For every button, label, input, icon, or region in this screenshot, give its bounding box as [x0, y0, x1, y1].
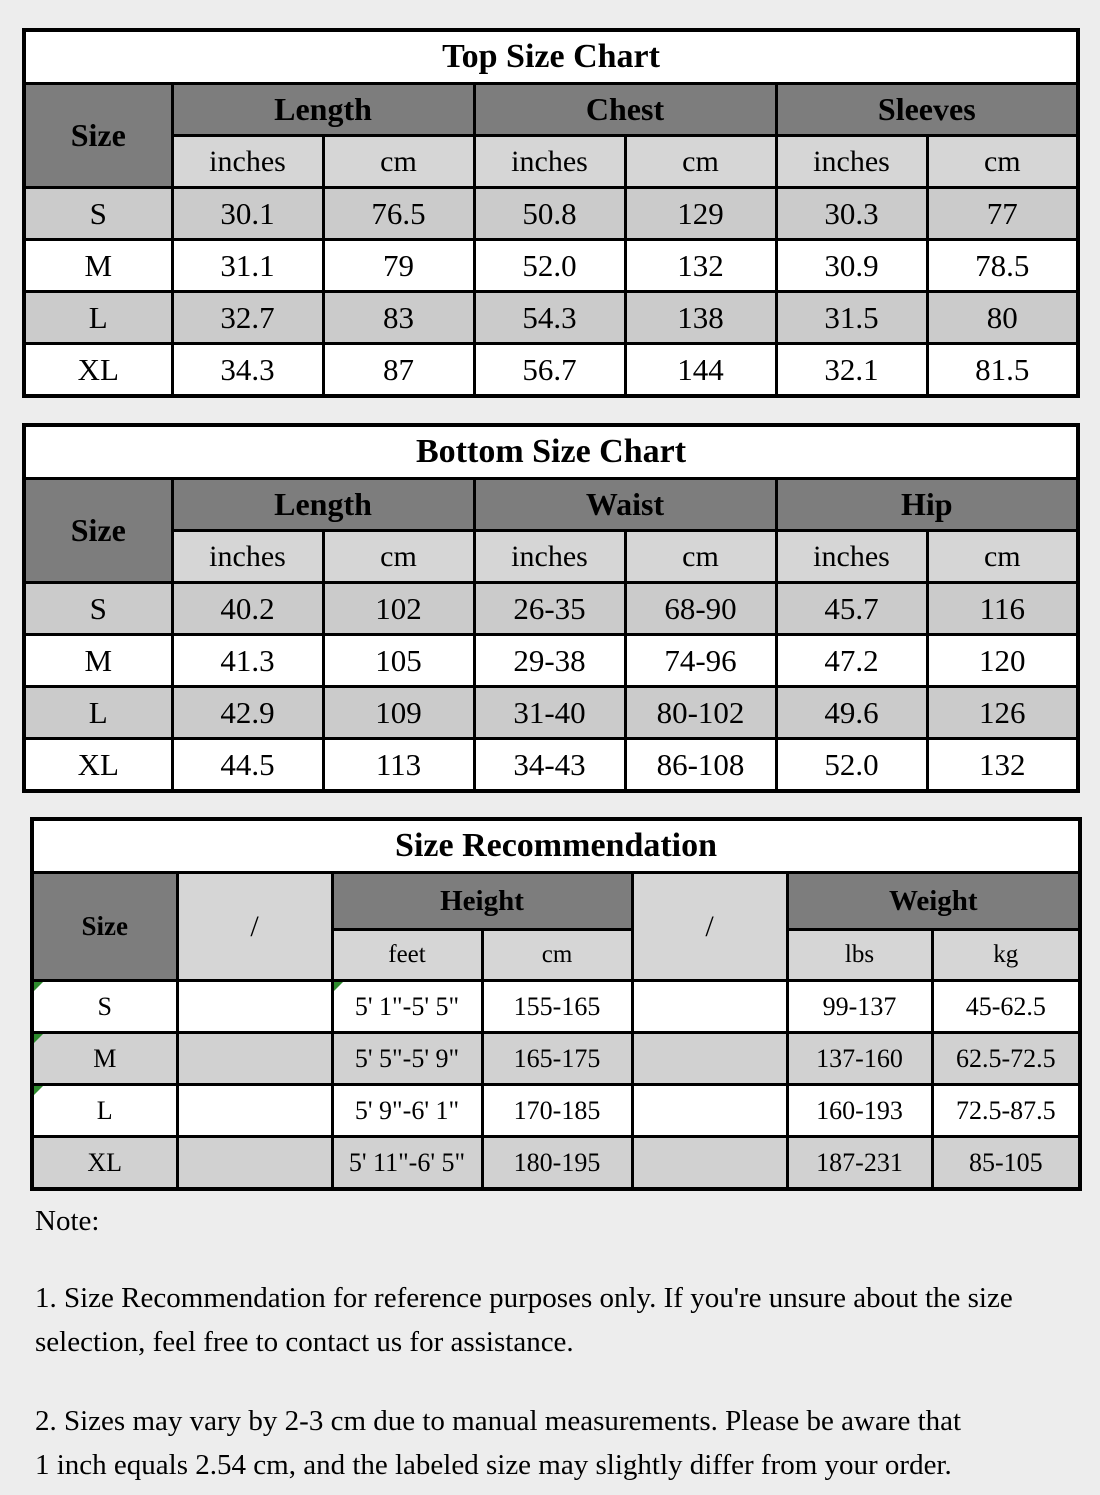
- unit-header: inches: [172, 531, 323, 583]
- value-cell: 30.9: [776, 240, 927, 292]
- group-header-waist: Waist: [474, 479, 776, 531]
- empty-cell: [632, 1085, 787, 1137]
- size-cell: M: [24, 240, 172, 292]
- unit-header: cm: [625, 136, 776, 188]
- unit-header: kg: [932, 930, 1080, 981]
- table-row: [24, 531, 1078, 583]
- size-cell: L: [24, 292, 172, 344]
- value-cell: 45-62.5: [932, 981, 1080, 1033]
- slash-column-header: /: [177, 873, 332, 981]
- value-cell: 56.7: [474, 344, 625, 397]
- value-cell: 34.3: [172, 344, 323, 397]
- table-row: [32, 1085, 1080, 1137]
- empty-cell: [177, 981, 332, 1033]
- value-cell: 81.5: [927, 344, 1078, 397]
- comment-marker-icon: [34, 982, 43, 991]
- value-cell: 105: [323, 635, 474, 687]
- size-recommendation-table: [30, 817, 1082, 1191]
- value-cell: 26-35: [474, 583, 625, 635]
- unit-header: inches: [776, 531, 927, 583]
- size-cell: S: [24, 188, 172, 240]
- value-cell: 32.7: [172, 292, 323, 344]
- size-cell: L: [24, 687, 172, 739]
- table-row: [32, 1137, 1080, 1190]
- unit-header: cm: [323, 136, 474, 188]
- table-row: [32, 873, 1080, 930]
- comment-marker-icon: [34, 1034, 43, 1043]
- value-cell: 47.2: [776, 635, 927, 687]
- value-cell: 87: [323, 344, 474, 397]
- value-cell: 5' 11"-6' 5": [332, 1137, 482, 1190]
- value-cell: 160-193: [787, 1085, 932, 1137]
- value-cell: 78.5: [927, 240, 1078, 292]
- size-column-header: Size: [32, 873, 177, 981]
- value-cell: 50.8: [474, 188, 625, 240]
- value-cell: 155-165: [482, 981, 632, 1033]
- empty-cell: [632, 1033, 787, 1085]
- empty-cell: [177, 1033, 332, 1085]
- value-cell: 132: [625, 240, 776, 292]
- group-header-length: Length: [172, 84, 474, 136]
- group-header-length: Length: [172, 479, 474, 531]
- value-cell: 180-195: [482, 1137, 632, 1190]
- note-paragraph-1: [35, 1276, 1100, 1364]
- empty-cell: [632, 981, 787, 1033]
- value-cell: 72.5-87.5: [932, 1085, 1080, 1137]
- value-cell: 170-185: [482, 1085, 632, 1137]
- value-cell: 85-105: [932, 1137, 1080, 1190]
- value-cell: 5' 9"-6' 1": [332, 1085, 482, 1137]
- empty-cell: [632, 1137, 787, 1190]
- value-cell: 165-175: [482, 1033, 632, 1085]
- comment-marker-icon: [34, 1086, 43, 1095]
- table-row: [24, 583, 1078, 635]
- value-cell: 120: [927, 635, 1078, 687]
- note-heading: Note:: [35, 1205, 100, 1237]
- value-cell: 129: [625, 188, 776, 240]
- value-cell: 34-43: [474, 739, 625, 792]
- value-cell: 29-38: [474, 635, 625, 687]
- empty-cell: [177, 1137, 332, 1190]
- value-cell: 30.3: [776, 188, 927, 240]
- size-cell: XL: [32, 1137, 177, 1190]
- unit-header: cm: [927, 531, 1078, 583]
- unit-header: feet: [332, 930, 482, 981]
- value-cell: 5' 1"-5' 5": [332, 981, 482, 1033]
- size-column-header: Size: [24, 84, 172, 188]
- value-cell: 52.0: [474, 240, 625, 292]
- comment-marker-icon: [334, 982, 343, 991]
- value-cell: 45.7: [776, 583, 927, 635]
- unit-header: cm: [927, 136, 1078, 188]
- value-cell: 80-102: [625, 687, 776, 739]
- value-cell: 32.1: [776, 344, 927, 397]
- group-header-weight: Weight: [787, 873, 1080, 930]
- unit-header: cm: [323, 531, 474, 583]
- size-cell: M: [24, 635, 172, 687]
- note-text-line: selection, feel free to contact us for assistance.: [35, 1326, 574, 1358]
- value-cell: 68-90: [625, 583, 776, 635]
- table-row: [32, 981, 1080, 1033]
- table-row: [24, 425, 1078, 479]
- empty-cell: [177, 1085, 332, 1137]
- size-cell: XL: [24, 739, 172, 792]
- table-row: [24, 479, 1078, 531]
- value-cell: 30.1: [172, 188, 323, 240]
- table-row: [24, 292, 1078, 344]
- value-cell: 144: [625, 344, 776, 397]
- group-header-sleeves: Sleeves: [776, 84, 1078, 136]
- table-row: [24, 635, 1078, 687]
- value-cell: 113: [323, 739, 474, 792]
- table-row: [24, 739, 1078, 792]
- unit-header: lbs: [787, 930, 932, 981]
- table-row: [32, 1033, 1080, 1085]
- unit-header: inches: [776, 136, 927, 188]
- top-size-chart-table: [22, 28, 1080, 398]
- value-cell: 83: [323, 292, 474, 344]
- table-row: [32, 819, 1080, 873]
- value-cell: 41.3: [172, 635, 323, 687]
- size-cell: L: [32, 1085, 177, 1137]
- slash-column-header: /: [632, 873, 787, 981]
- value-cell: 138: [625, 292, 776, 344]
- group-header-height: Height: [332, 873, 632, 930]
- table-row: [24, 84, 1078, 136]
- value-cell: 31.5: [776, 292, 927, 344]
- value-cell: 62.5-72.5: [932, 1033, 1080, 1085]
- note-text-line: 1. Size Recommendation for reference purposes only. If you're unsure about the size: [35, 1282, 1013, 1314]
- table-row: [24, 136, 1078, 188]
- unit-header: cm: [625, 531, 776, 583]
- value-cell: 187-231: [787, 1137, 932, 1190]
- size-cell: S: [24, 583, 172, 635]
- value-cell: 116: [927, 583, 1078, 635]
- value-cell: 74-96: [625, 635, 776, 687]
- value-cell: 40.2: [172, 583, 323, 635]
- group-header-chest: Chest: [474, 84, 776, 136]
- size-cell: M: [32, 1033, 177, 1085]
- value-cell: 31.1: [172, 240, 323, 292]
- value-cell: 5' 5"-5' 9": [332, 1033, 482, 1085]
- bottom-size-chart-table: [22, 423, 1080, 793]
- value-cell: 42.9: [172, 687, 323, 739]
- size-column-header: Size: [24, 479, 172, 583]
- value-cell: 86-108: [625, 739, 776, 792]
- size-cell: S: [32, 981, 177, 1033]
- note-text-line: 1 inch equals 2.54 cm, and the labeled size may slightly differ from your order.: [35, 1449, 952, 1481]
- value-cell: 132: [927, 739, 1078, 792]
- table-row: [24, 344, 1078, 397]
- bottom-chart-title: Bottom Size Chart: [24, 425, 1078, 479]
- table-row: [24, 188, 1078, 240]
- value-cell: 54.3: [474, 292, 625, 344]
- table-row: [24, 30, 1078, 84]
- note-paragraph-2: [35, 1399, 1100, 1487]
- value-cell: 44.5: [172, 739, 323, 792]
- value-cell: 77: [927, 188, 1078, 240]
- size-cell: XL: [24, 344, 172, 397]
- value-cell: 76.5: [323, 188, 474, 240]
- group-header-hip: Hip: [776, 479, 1078, 531]
- unit-header: inches: [474, 136, 625, 188]
- value-cell: 80: [927, 292, 1078, 344]
- unit-header: inches: [474, 531, 625, 583]
- value-cell: 126: [927, 687, 1078, 739]
- table-row: [24, 240, 1078, 292]
- unit-header: cm: [482, 930, 632, 981]
- value-cell: 137-160: [787, 1033, 932, 1085]
- value-cell: 109: [323, 687, 474, 739]
- note-text-line: 2. Sizes may vary by 2-3 cm due to manual measurements. Please be aware that: [35, 1405, 962, 1437]
- unit-header: inches: [172, 136, 323, 188]
- value-cell: 79: [323, 240, 474, 292]
- value-cell: 99-137: [787, 981, 932, 1033]
- top-chart-title: Top Size Chart: [24, 30, 1078, 84]
- value-cell: 31-40: [474, 687, 625, 739]
- recommendation-title: Size Recommendation: [32, 819, 1080, 873]
- value-cell: 52.0: [776, 739, 927, 792]
- value-cell: 49.6: [776, 687, 927, 739]
- table-row: [24, 687, 1078, 739]
- value-cell: 102: [323, 583, 474, 635]
